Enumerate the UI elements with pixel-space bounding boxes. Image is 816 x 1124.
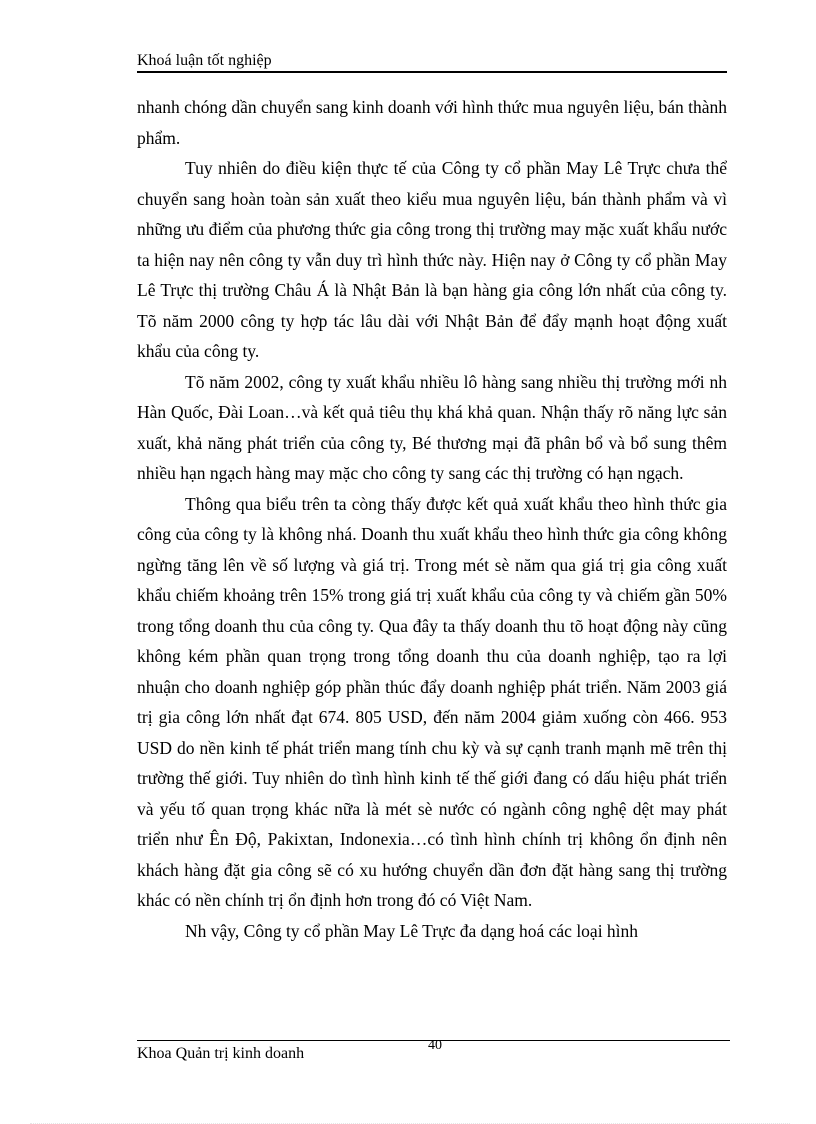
footer-department: Khoa Quản trị kinh doanh <box>137 1045 305 1062</box>
document-title: Khoá luận tốt nghiệp <box>137 52 272 69</box>
page-number: 40 <box>428 1038 442 1053</box>
paragraph: Tuy nhiên do điều kiện thực tế của Công ty cổ phần May Lê Trực chưa thể chuyển sang hoàn toàn sản xuất theo kiểu mua nguyên liệu, bán thành phẩm và vì những ưu điểm của phương thức gia công trong thị trường may mặc xuất khẩu nước ta hiện nay nên công ty vẫn duy trì hình thức này. Hiện nay ở Công ty cổ phần May Lê Trực thị trường Châu Á là Nhật Bản là bạn hàng gia công lớn nhất của công ty. Tõ năm 2000 công ty hợp tác lâu dài với Nhật Bản để đẩy mạnh hoạt động xuất khẩu của công ty. <box>137 158 727 361</box>
paragraph: Nh vậy, Công ty cổ phần May Lê Trực đa dạng hoá các loại hình <box>185 920 639 941</box>
body-text <box>137 92 727 946</box>
paragraph: nhanh chóng dần chuyển sang kinh doanh với hình thức mua nguyên liệu, bán thành phẩm. <box>137 97 727 148</box>
page-header <box>137 51 727 73</box>
paragraph: Tõ năm 2002, công ty xuất khẩu nhiều lô hàng sang nhiều thị trường mới nh Hàn Quốc, Đài Loan…và kết quả tiêu thụ khá khả quan. Nhận thấy rõ năng lực sản xuất, khả năng phát triển của công ty, Bé thương mại đã phân bổ và bổ sung thêm nhiều hạn ngạch hàng may mặc cho công ty sang các thị trường có hạn ngạch. <box>137 371 727 483</box>
paragraph: Thông qua biểu trên ta còng thấy được kết quả xuất khẩu theo hình thức gia công của công ty là không nhá. Doanh thu xuất khẩu theo hình thức gia công không ngừng tăng lên về số lượng và giá trị. Trong mét sè năm qua giá trị gia công xuất khẩu chiếm khoảng trên 15% trong giá trị xuất khẩu của công ty và chiếm gần 50% trong tổng doanh thu của công ty. Qua đây ta thấy doanh thu tõ hoạt động này cũng không kém phần quan trọng trong tổng doanh thu của doanh nghiệp, tạo ra lợi nhuận cho doanh nghiệp góp phần thúc đẩy doanh nghiệp phát triển. Năm 2003 giá trị gia công lớn nhất đạt 674. 805 USD, đến năm 2004 giảm xuống còn 466. 953 USD do nền kinh tế phát triển mang tính chu kỳ và sự cạnh tranh mạnh mẽ trên thị trường thế giới. Tuy nhiên do tình hình kinh tế thế giới đang có dấu hiệu phát triển và yếu tố quan trọng khác nữa là mét sè nước có ngành công nghệ dệt may phát triển như Ên Độ, Pakixtan, Indonexia…có tình hình chính trị không ổn định nên khách hàng đặt gia công sẽ có xu hướng chuyển dần đơn đặt hàng sang thị trường khác có nền chính trị ổn định hơn trong đó có Việt Nam. <box>137 493 727 910</box>
